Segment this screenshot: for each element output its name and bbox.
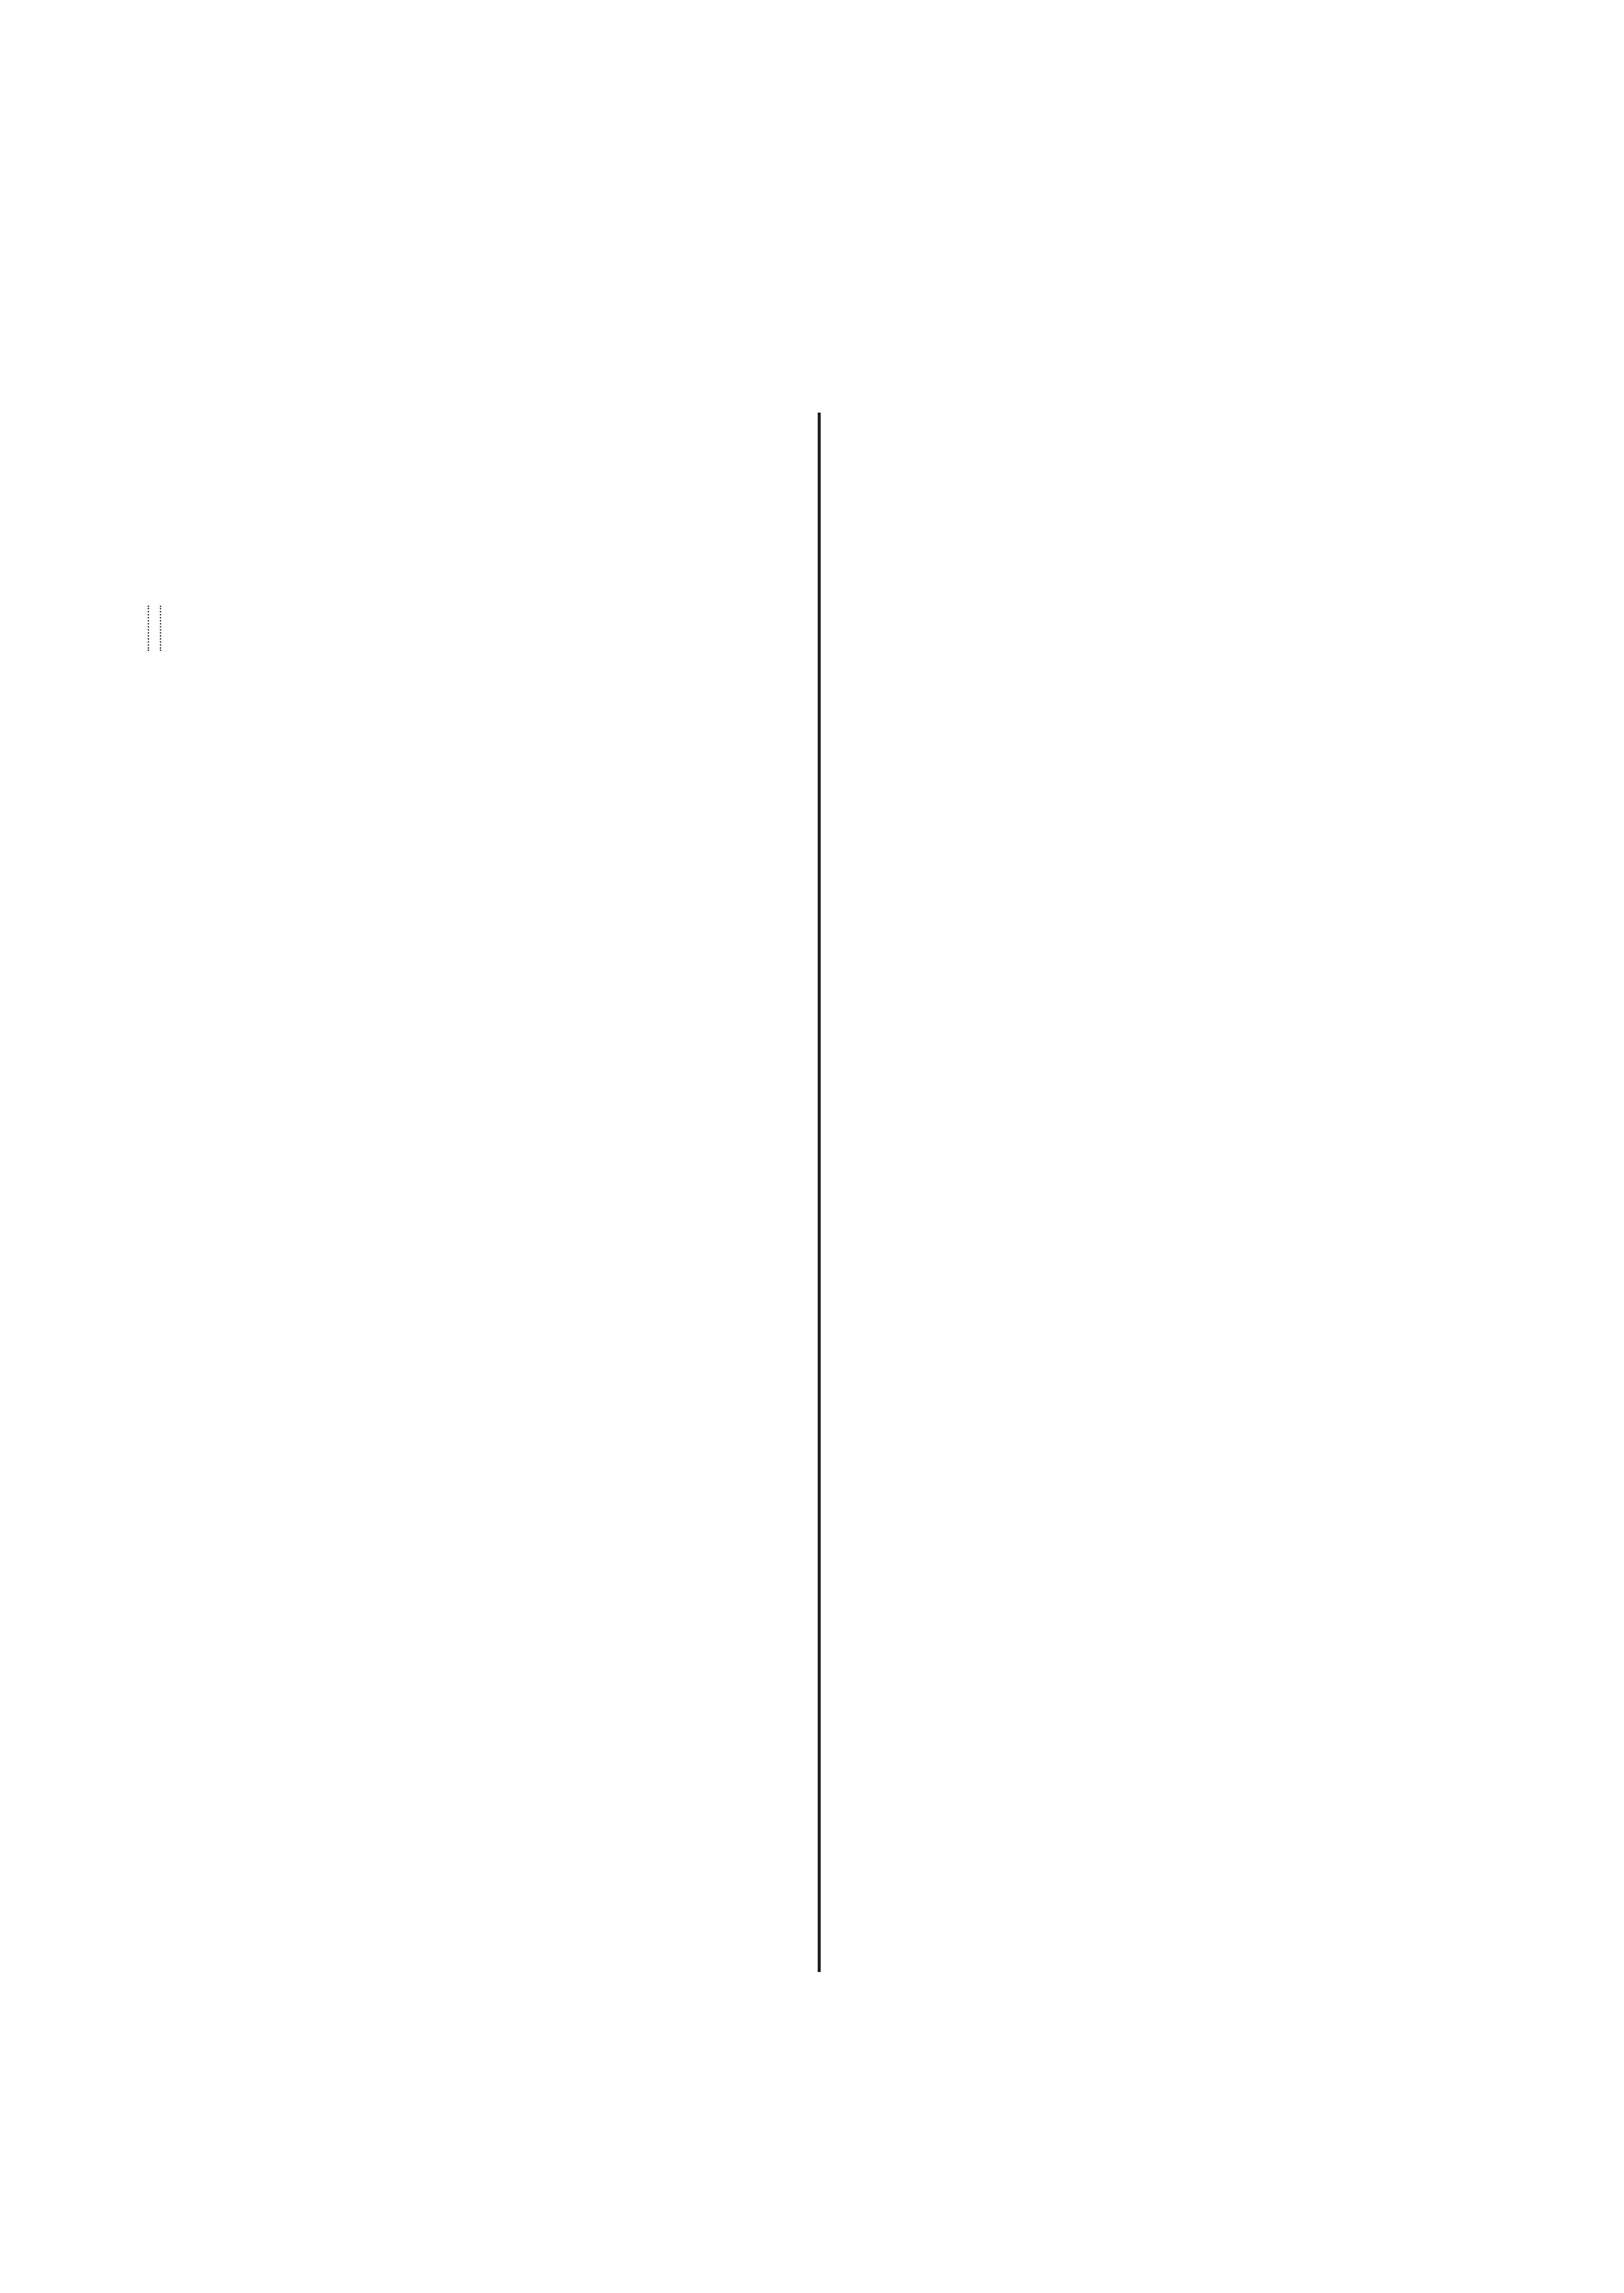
margin-mark: [148, 606, 161, 651]
column-divider: [818, 413, 821, 1972]
